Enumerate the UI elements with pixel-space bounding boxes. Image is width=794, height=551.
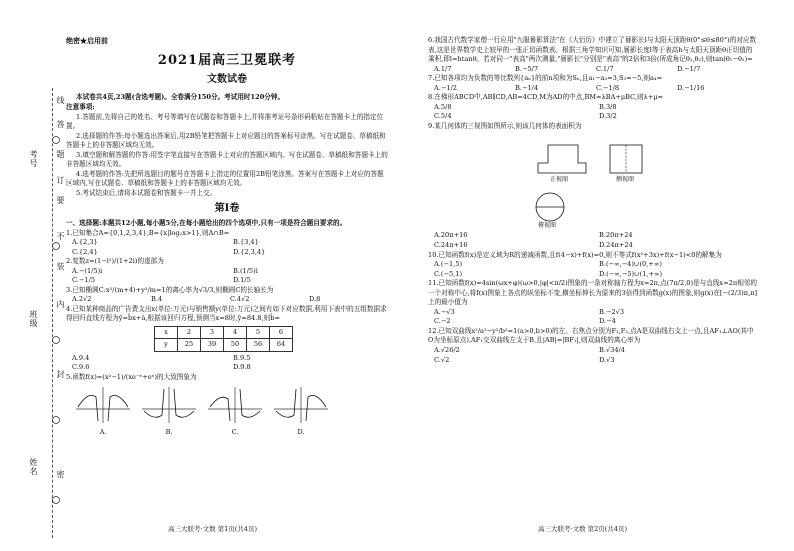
secret-mark: 绝密★启用前: [66, 36, 108, 45]
option: A.−√3: [434, 307, 455, 316]
graph-b-icon: [140, 385, 198, 425]
binding-strip: [0, 0, 65, 551]
option: D.−1/16: [677, 83, 705, 92]
question-options: [66, 354, 388, 373]
page-footer: 高三大联考·文数 第2页(共4页): [538, 525, 627, 533]
seal-word: 内: [56, 300, 65, 309]
seal-word: 密: [56, 470, 65, 479]
binding-label-name: 姓名: [29, 458, 38, 476]
graph-label: B.: [165, 427, 173, 436]
question-stem: 8.在梯形ABCD中,AB∥CD,AB=4CD,M为AD的中点,BM=λBA+μBC,则λ+μ=: [428, 93, 664, 102]
option: C.{2,4}: [72, 247, 98, 256]
seal-word: 题: [56, 150, 65, 159]
table-cell: 3: [201, 327, 224, 339]
question-stem: 12.已知双曲线x²/a²−y²/b²=1(a>0,b>0)的左、右焦点分别为F₁,F₂,点A是双曲线右支上一点,且AF₁⊥AO(其中O为坐标原点),AF₁交双曲线左支于B,且|AB|=|BF₁|,则双曲线的离心率为: [428, 326, 754, 345]
question-stem: 3.已知椭圆C:x²/(m+4)+y²/m=1的离心率为√3/3,则椭圆C的长轴长为: [66, 285, 274, 294]
option: C.1/7: [596, 64, 614, 73]
table-row: [155, 327, 293, 339]
question-stem: 5.函数f(x)=(x²−1)/(xe⁻ˣ+eˣ)的大致图象为: [66, 372, 197, 381]
table-cell: 5: [247, 327, 270, 339]
option: C.−2: [434, 317, 451, 326]
question-stem: 6.我国古代数学家僧一行应用"九服晷影算法"在《大衍历》中建立了晷影长l与太阳天顶距θ(0°≤θ≤80°)的对应数表,这是世界数学史上较早的一张正切函数表。根据三角学知识可知,晷影长度l等于表高h与太阳天顶距θ正切值的乘积,即l=htanθ。若对同一"表高"两次测量,"晷影长"分别是"表高"的2倍和3倍(所成角记θ₁,θ₂),则tan(θ₁−θ₂)=: [428, 36, 757, 64]
table-cell: 2: [178, 327, 201, 339]
table-cell: 39: [201, 339, 224, 351]
question-stem: 9.某几何体的三视图如图所示,则该几何体的表面积为: [428, 121, 582, 130]
option: D.3/2: [599, 112, 617, 121]
seal-word: 线: [56, 96, 65, 105]
seal-word: 答: [56, 120, 65, 129]
graph-option: [206, 385, 264, 438]
table-row: [155, 339, 293, 351]
data-table: [154, 326, 293, 352]
option: B.3/8: [599, 102, 617, 111]
notice-item: 2.选择题的作答:每小题选出答案后,用2B铅笔把答题卡上对应题目的答案标号涂黑。写在试题卷、草稿纸和答题卡上的非答题区域均无效。: [66, 131, 386, 150]
option: C.√2: [434, 355, 450, 364]
graph-option: [140, 385, 198, 438]
question-options: [66, 238, 388, 257]
side-view-label: 侧视图: [616, 176, 635, 184]
option: D.24π+24: [599, 241, 633, 250]
option: D.(−∞,−5)∪(1,+∞): [599, 269, 663, 278]
page-1: [66, 36, 388, 437]
question-options: [66, 295, 388, 305]
graph-label: A.: [99, 427, 107, 436]
option: A.1/7: [434, 64, 452, 73]
binding-label-examno: 考号: [29, 150, 38, 168]
option: D.−4: [599, 317, 616, 326]
option: A.20π+16: [434, 231, 468, 240]
option: B.(−∞,−4)∪(0,+∞): [599, 260, 662, 269]
page-2: [428, 36, 758, 365]
option: C.−1/5: [72, 276, 96, 285]
option: A.√26/2: [434, 346, 460, 355]
option: A.9.4: [72, 353, 90, 362]
page-title: 2021届高三卫冕联考: [157, 53, 297, 69]
binding-circles: [50, 0, 62, 551]
page-footer: 高三大联考·文数 第1页(共4页): [168, 525, 257, 533]
table-cell: x: [155, 327, 178, 339]
option: A.{2,3}: [72, 238, 98, 247]
graph-c-icon: [206, 385, 264, 425]
option: B.9.5: [233, 353, 251, 362]
option: B.−2√3: [599, 307, 625, 316]
notice-item: 4.选考题的作答:先把所选题目的题号在答题卡上指定的位置用2B铅笔涂黑。答案写在答题卡上对应的答题区域内,写在试题卷、草稿纸和答题卡上的非答题区域均无效。: [66, 169, 384, 188]
table-cell: 4: [224, 327, 247, 339]
table-cell: 64: [270, 339, 293, 351]
option: B.(1/5)i: [233, 266, 258, 275]
table-cell: y: [155, 339, 178, 351]
question-options: [428, 260, 758, 279]
graph-a-icon: [74, 385, 132, 425]
question-options: [428, 84, 758, 94]
option: C.9.6: [72, 363, 90, 372]
table-cell: 6: [270, 327, 293, 339]
question-options: [428, 346, 758, 365]
option: C.(−5,1): [434, 269, 463, 278]
graph-d-icon: [272, 385, 330, 425]
question-stem: 4.已知某种商品的广告费支出x(单位:万元)与销售额y(单位:万元)之间有如下对应数据,利用下表中的五组数据求得回归直线方程为ŷ=b̂x+â,根据该回归方程,预测当x=8时,ŷ=84.8,则b̂=: [66, 304, 387, 323]
option: D.{2,3,4}: [233, 247, 266, 256]
table-cell: 56: [247, 339, 270, 351]
option: B.−1/4: [515, 83, 539, 92]
question-options: [428, 103, 758, 122]
option: A.−1/2: [434, 83, 457, 92]
graph-label: D.: [297, 427, 305, 436]
seal-word: 要: [56, 196, 65, 205]
option: D.√3: [599, 355, 615, 364]
option: A.(−1,5): [434, 260, 463, 269]
option: D.9.8: [233, 363, 251, 372]
three-view-figure: [528, 133, 668, 229]
option: D.1/5: [233, 276, 251, 285]
option: B.{3,4}: [233, 238, 259, 247]
seal-word: 不: [56, 232, 65, 241]
question-stem: 1.已知集合A={0,1,2,3,4},B={x|log₂x>1},则A∩B=: [66, 228, 230, 237]
seal-word: 封: [56, 370, 65, 379]
question-stem: 11.已知函数f(x)=4sin(ωx+φ)(ω>0,|φ|<π/2)图象的一条对称轴方程为x=2π,点(7π/2,0)是与直线x=2π相邻的一个对称中心,将f(x)图象上各点的纵坐标不变,横坐标伸长为原来的3倍得到函数g(x)的图象,则g(x)在[−(2/3)π,π]上的最小值为: [428, 279, 758, 307]
three-view-drawing: [528, 133, 668, 229]
question-options: [428, 231, 758, 250]
table-cell: 25: [178, 339, 201, 351]
part-title: 第Ⅰ卷: [214, 202, 240, 214]
option: A.2√2: [72, 295, 92, 304]
option: A.−(1/5)i: [72, 266, 103, 275]
option: B.√34/4: [599, 346, 625, 355]
option: C.4√2: [230, 295, 250, 304]
option: C.24π+16: [434, 241, 468, 250]
option: B.20π+24: [599, 231, 633, 240]
notice-item: 5.考试结束后,请将本试题卷和答题卡一并上交。: [76, 188, 217, 197]
notice-title: 注意事项:: [66, 103, 95, 112]
binding-label-class: 班级: [29, 310, 38, 328]
question-stem: 2.复数z=(1−i²)/(1+2i)的虚部为: [66, 257, 164, 266]
top-view-label: 俯视图: [538, 222, 557, 230]
table-cell: 50: [224, 339, 247, 351]
option: A.5/8: [434, 102, 452, 111]
notice-item: 3.填空题和解答题的作答:用签字笔直接写在答题卡上对应的答题区域内。写在试题卷、草稿纸和答题卡上的非答题区域均无效。: [66, 150, 388, 169]
notice-item: 1.答题前,先将自己的姓名、考号等填写在试题卷和答题卡上,并将准考证号条形码粘贴在答题卡上的指定位置。: [66, 112, 384, 131]
front-view-label: 正视图: [550, 176, 569, 184]
option: C.−1/8: [596, 83, 620, 92]
section-instruction: 一、选择题:本题共12小题,每小题5分,在每小题给出的四个选项中,只有一项是符合题目要求的。: [66, 219, 347, 227]
option: B.−5/7: [515, 64, 539, 73]
option: B.4: [151, 295, 163, 304]
graph-label: C.: [231, 427, 239, 436]
page-subtitle: 文数试卷: [207, 73, 247, 85]
option: C.5/4: [434, 112, 452, 121]
question-options: [428, 65, 758, 75]
question-options: [428, 308, 758, 327]
question-stem: 7.已知各项均为负数的等比数列{aₙ}的前n项和为Sₙ,且a₁−a₃=3,S₃=−5,则a₄=: [428, 74, 663, 83]
graph-option: [272, 385, 330, 438]
graph-option: [74, 385, 132, 438]
seal-word: 订: [56, 176, 65, 185]
option: D.8: [309, 295, 321, 304]
option: D.−1/7: [677, 64, 701, 73]
seal-word: 装: [56, 262, 65, 271]
function-graph-options: [66, 385, 388, 438]
question-stem: 10.已知函数f(x)是定义域为R的递减函数,且f(4−x)+f(x)=0,则不等式f(x²+3x)+f(x−1)<0的解集为: [428, 250, 722, 259]
question-options: [66, 267, 388, 286]
exam-description: 本试卷共4页,23题(含选考题)。全卷满分150分。考试用时120分钟。: [76, 93, 285, 102]
